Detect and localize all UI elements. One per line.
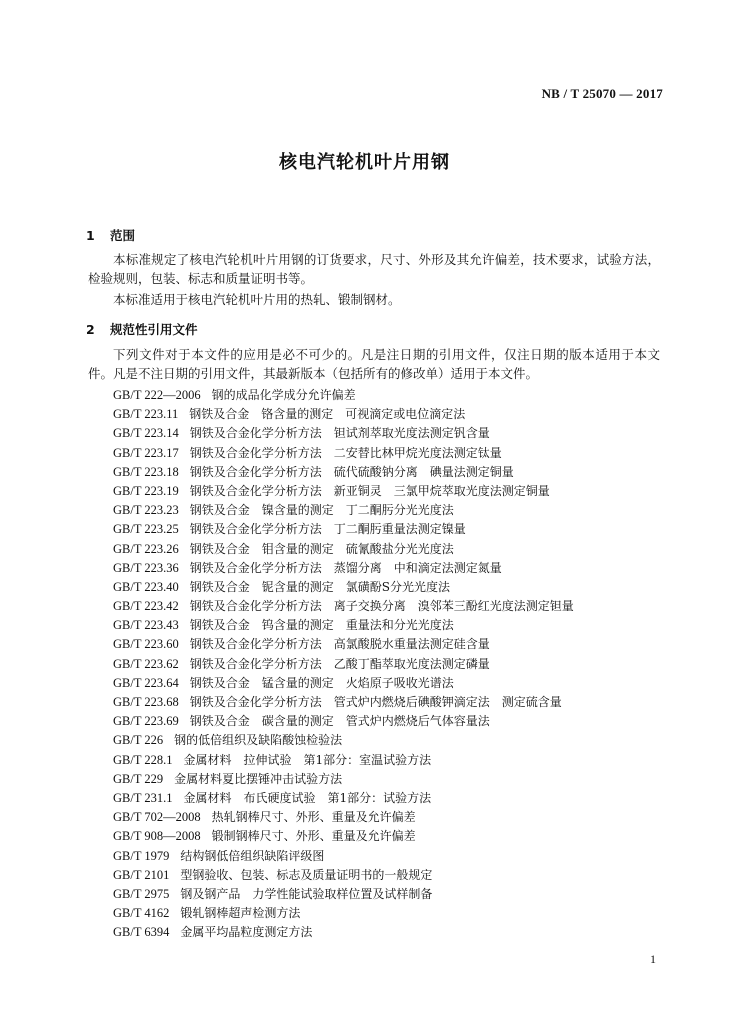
reference-title: 钢铁及合金 镍含量的测定 丁二酮肟分光光度法 bbox=[189, 503, 454, 518]
reference-code: GB/T 908—2008 bbox=[113, 829, 201, 844]
standard-number: NB / T 25070 — 2017 bbox=[541, 86, 663, 101]
reference-code: GB/T 223.11 bbox=[113, 407, 179, 422]
reference-code: GB/T 223.17 bbox=[113, 445, 179, 460]
reference-item bbox=[113, 615, 574, 634]
reference-code: GB/T 223.26 bbox=[113, 541, 179, 556]
reference-title: 钢铁及合金化学分析方法 蒸馏分离 中和滴定法测定氮量 bbox=[189, 560, 502, 575]
reference-item bbox=[113, 577, 574, 596]
reference-list bbox=[113, 385, 574, 941]
reference-code: GB/T 223.69 bbox=[113, 714, 179, 729]
section-number: 2 bbox=[86, 322, 95, 337]
reference-code: GB/T 229 bbox=[113, 771, 164, 786]
reference-title: 热轧钢棒尺寸、外形、重量及允许偏差 bbox=[211, 810, 416, 825]
section-heading-scope bbox=[86, 226, 135, 244]
reference-item bbox=[113, 404, 574, 423]
reference-code: GB/T 223.14 bbox=[113, 426, 179, 441]
reference-item bbox=[113, 539, 574, 558]
reference-item bbox=[113, 558, 574, 577]
reference-code: GB/T 223.19 bbox=[113, 483, 179, 498]
section-title: 规范性引用文件 bbox=[110, 322, 198, 337]
reference-code: GB/T 231.1 bbox=[113, 790, 173, 805]
reference-code: GB/T 226 bbox=[113, 733, 164, 748]
reference-title: 金属材料夏比摆锤冲击试验方法 bbox=[174, 771, 343, 786]
reference-code: GB/T 2975 bbox=[113, 886, 170, 901]
reference-code: GB/T 4162 bbox=[113, 906, 170, 921]
section-heading-references bbox=[86, 320, 198, 338]
reference-item bbox=[113, 500, 574, 519]
reference-item bbox=[113, 519, 574, 538]
reference-title: 型钢验收、包装、标志及质量证明书的一般规定 bbox=[180, 867, 433, 882]
reference-item bbox=[113, 807, 574, 826]
reference-code: GB/T 222—2006 bbox=[113, 388, 201, 402]
scope-paragraph-1: 本标准规定了核电汽轮机叶片用钢的订货要求，尺寸、外形及其允许偏差，技术要求，试验方法，检验规则，包装、标志和质量证明书等。 bbox=[88, 252, 660, 286]
reference-code: GB/T 223.64 bbox=[113, 675, 179, 690]
reference-item bbox=[113, 711, 574, 730]
reference-code: GB/T 223.68 bbox=[113, 695, 179, 709]
reference-code: GB/T 223.40 bbox=[113, 579, 179, 594]
reference-code: GB/T 6394 bbox=[113, 925, 170, 940]
reference-title: 钢的低倍组织及缺陷酸蚀检验法 bbox=[174, 733, 343, 748]
reference-item bbox=[113, 750, 574, 769]
section-title: 范围 bbox=[110, 228, 136, 243]
reference-title: 钢及钢产品 力学性能试验取样位置及试样制备 bbox=[180, 886, 433, 901]
reference-title: 钢铁及合金 铬含量的测定 可视滴定或电位滴定法 bbox=[189, 407, 466, 422]
reference-item bbox=[113, 423, 574, 442]
reference-title: 钢铁及合金 钨含量的测定 重量法和分光光度法 bbox=[189, 618, 454, 633]
reference-item bbox=[113, 826, 574, 845]
reference-item bbox=[113, 730, 574, 749]
reference-code: GB/T 223.36 bbox=[113, 560, 179, 575]
section-number: 1 bbox=[86, 228, 95, 243]
reference-title: 钢铁及合金化学分析方法 乙酸丁酯萃取光度法测定磷量 bbox=[189, 656, 490, 671]
reference-title: 钢铁及合金化学分析方法 新亚铜灵 三氯甲烷萃取光度法测定铜量 bbox=[189, 483, 550, 498]
reference-code: GB/T 223.18 bbox=[113, 464, 179, 479]
reference-item bbox=[113, 788, 574, 807]
reference-item bbox=[113, 443, 574, 462]
reference-title: 钢的成品化学成分允许偏差 bbox=[211, 388, 356, 402]
reference-title: 钢铁及合金 碳含量的测定 管式炉内燃烧后气体容量法 bbox=[189, 714, 490, 729]
reference-title: 金属材料 布氏硬度试验 第1部分：试验方法 bbox=[183, 790, 432, 805]
reference-item bbox=[113, 634, 574, 653]
reference-title: 钢铁及合金化学分析方法 丁二酮肟重量法测定镍量 bbox=[189, 522, 466, 537]
reference-item bbox=[113, 596, 574, 615]
page-number: 1 bbox=[650, 952, 656, 966]
reference-title: 钢铁及合金 铌含量的测定 氯磺酚S分光光度法 bbox=[189, 579, 450, 594]
reference-title: 锻制钢棒尺寸、外形、重量及允许偏差 bbox=[211, 829, 416, 844]
reference-item bbox=[113, 903, 574, 922]
reference-code: GB/T 702—2008 bbox=[113, 810, 201, 825]
document-title: 核电汽轮机叶片用钢 bbox=[279, 152, 450, 173]
reference-code: GB/T 228.1 bbox=[113, 752, 173, 767]
reference-item bbox=[113, 385, 574, 404]
reference-item bbox=[113, 865, 574, 884]
reference-code: GB/T 223.60 bbox=[113, 637, 179, 652]
reference-code: GB/T 1979 bbox=[113, 848, 170, 863]
reference-title: 钢铁及合金 锰含量的测定 火焰原子吸收光谱法 bbox=[189, 675, 454, 690]
reference-title: 钢铁及合金化学分析方法 离子交换分离 溴邻苯三酚红光度法测定钽量 bbox=[189, 599, 574, 614]
reference-item bbox=[113, 884, 574, 903]
references-intro: 下列文件对于本文件的应用是必不可少的。凡是注日期的引用文件，仅注日期的版本适用于本文件。凡是不注日期的引用文件，其最新版本（包括所有的修改单）适用于本文件。 bbox=[88, 347, 660, 381]
reference-item bbox=[113, 654, 574, 673]
scope-paragraph-2: 本标准适用于核电汽轮机叶片用的热轧、锻制钢材。 bbox=[113, 292, 401, 307]
reference-item bbox=[113, 673, 574, 692]
reference-title: 锻轧钢棒超声检测方法 bbox=[180, 906, 301, 921]
reference-title: 金属平均晶粒度测定方法 bbox=[180, 925, 313, 940]
reference-item bbox=[113, 769, 574, 788]
reference-item bbox=[113, 846, 574, 865]
reference-item bbox=[113, 481, 574, 500]
reference-code: GB/T 223.23 bbox=[113, 503, 179, 518]
reference-item bbox=[113, 922, 574, 941]
reference-code: GB/T 223.43 bbox=[113, 618, 179, 633]
reference-item bbox=[113, 692, 574, 711]
reference-title: 金属材料 拉伸试验 第1部分：室温试验方法 bbox=[183, 752, 432, 767]
reference-code: GB/T 223.25 bbox=[113, 522, 179, 537]
reference-title: 钢铁及合金化学分析方法 钽试剂萃取光度法测定钒含量 bbox=[189, 426, 490, 441]
reference-code: GB/T 2101 bbox=[113, 867, 170, 882]
reference-title: 结构钢低倍组织缺陷评级图 bbox=[180, 848, 325, 863]
reference-title: 钢铁及合金化学分析方法 管式炉内燃烧后碘酸钾滴定法 测定硫含量 bbox=[189, 695, 562, 709]
reference-title: 钢铁及合金化学分析方法 二安替比林甲烷光度法测定钛量 bbox=[189, 445, 502, 460]
reference-item bbox=[113, 462, 574, 481]
reference-code: GB/T 223.62 bbox=[113, 656, 179, 671]
reference-code: GB/T 223.42 bbox=[113, 599, 179, 614]
reference-title: 钢铁及合金 钼含量的测定 硫氰酸盐分光光度法 bbox=[189, 541, 454, 556]
reference-title: 钢铁及合金化学分析方法 高氯酸脱水重量法测定硅含量 bbox=[189, 637, 490, 652]
reference-title: 钢铁及合金化学分析方法 硫代硫酸钠分离 碘量法测定铜量 bbox=[189, 464, 514, 479]
